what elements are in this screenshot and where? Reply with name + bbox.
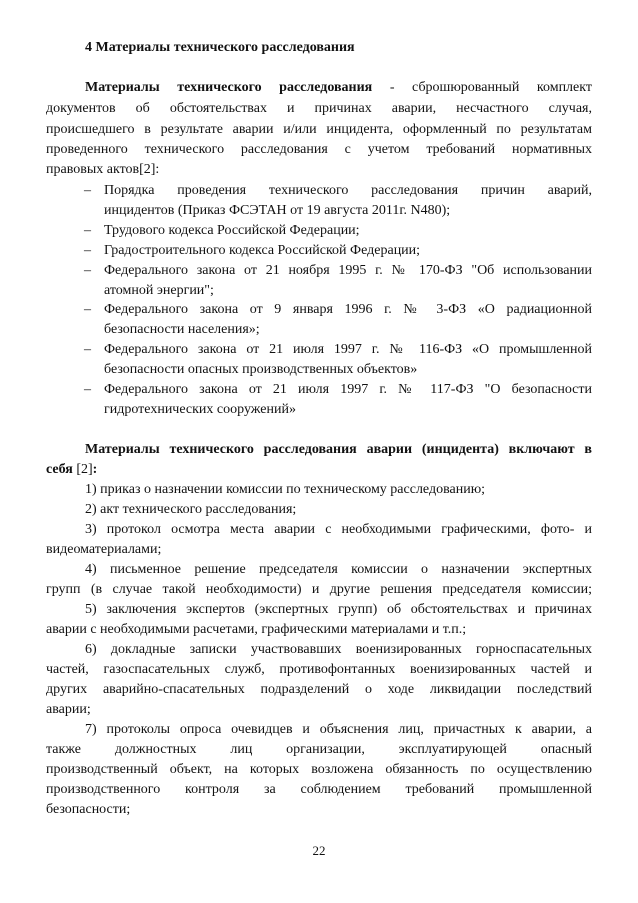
- section-heading: 4 Материалы технического расследования: [85, 40, 355, 55]
- list-item: Федерального закона от 21 июля 1997 г. № 116-ФЗ «О промышленной: [104, 342, 592, 357]
- list-dash: –: [84, 263, 91, 278]
- list-item: Федерального закона от 9 января 1996 г. № 3-ФЗ «О радиационной: [104, 302, 592, 317]
- list-dash: –: [84, 342, 91, 357]
- list-dash: –: [84, 243, 91, 258]
- list-dash: –: [84, 183, 91, 198]
- list-item: Федерального закона от 21 ноября 1995 г. № 170-ФЗ "Об использовании: [104, 263, 592, 278]
- includes-title-bold: себя: [46, 462, 73, 477]
- numbered-item: 5) заключения экспертов (экспертных групп) об обстоятельствах и причинах: [85, 602, 592, 617]
- list-item: безопасности опасных производственных объектов»: [104, 362, 418, 377]
- list-item: Градостроительного кодекса Российской Федерации;: [104, 243, 421, 258]
- list-item: Федерального закона от 21 июля 1997 г. № 117-ФЗ "О безопасности: [104, 382, 592, 397]
- numbered-item: частей, газоспасательных служб, противофонтанных военизированных частей и: [46, 662, 592, 677]
- numbered-item: других аварийно-спасательных подразделений о ходе ликвидации последствий: [46, 682, 592, 697]
- list-item: инцидентов (Приказ ФСЭТАН от 19 августа 2011г. N480);: [104, 203, 451, 218]
- numbered-item: аварии с необходимыми расчетами, графическими материалами и т.п.;: [46, 622, 467, 637]
- list-dash: –: [84, 302, 91, 317]
- numbered-item: 6) докладные записки участвовавших военизированных горноспасательных: [85, 642, 592, 657]
- includes-title: [46, 460, 592, 480]
- page-number: 22: [312, 843, 326, 858]
- list-item: гидротехнических сооружений»: [104, 402, 296, 417]
- definition-line: проведенного технического расследования с учетом требований нормативных: [46, 142, 592, 157]
- numbered-item: безопасности;: [46, 802, 131, 817]
- includes-title: Материалы технического расследования аварии (инцидента) включают в: [85, 442, 592, 457]
- numbered-item: 7) протоколы опроса очевидцев и объяснения лиц, причастных к аварии, а: [85, 722, 592, 737]
- numbered-item: 1) приказ о назначении комиссии по техническому расследованию;: [85, 482, 486, 497]
- list-item: Порядка проведения технического расследования причин аварий,: [104, 183, 592, 198]
- numbered-item: 2) акт технического расследования;: [85, 502, 297, 517]
- list-dash: –: [84, 382, 91, 397]
- includes-ref: [2]: [72, 462, 93, 477]
- definition-line: документов об обстоятельствах и причинах аварии, несчастного случая,: [46, 101, 592, 116]
- definition-line: [85, 78, 592, 98]
- includes-colon: :: [92, 462, 98, 477]
- numbered-item: групп (в случае такой необходимости) и другие решения председателя комиссии;: [46, 582, 592, 597]
- numbered-item: видеоматериалами;: [46, 542, 162, 557]
- definition-line: правовых актов[2]:: [46, 162, 160, 177]
- definition-term: Материалы технического расследования: [85, 80, 373, 95]
- numbered-item: производственного контроля за соблюдением требований промышленной: [46, 782, 592, 797]
- numbered-item: аварии;: [46, 702, 91, 717]
- list-item: безопасности населения»;: [104, 322, 260, 337]
- numbered-item: также должностных лиц организации, эксплуатирующей опасный: [46, 742, 592, 757]
- definition-text: - сброшюрованный комплект: [372, 80, 592, 95]
- definition-line: происшедшего в результате аварии и/или инцидента, оформленный по результатам: [46, 122, 592, 137]
- numbered-item: производственный объект, на которых возложена обязанность по осуществлению: [46, 762, 592, 777]
- numbered-item: 3) протокол осмотра места аварии с необходимыми графическими, фото- и: [85, 522, 592, 537]
- list-item: атомной энергии";: [104, 283, 214, 298]
- numbered-item: 4) письменное решение председателя комиссии о назначении экспертных: [85, 562, 592, 577]
- list-item: Трудового кодекса Российской Федерации;: [104, 223, 360, 238]
- list-dash: –: [84, 223, 91, 238]
